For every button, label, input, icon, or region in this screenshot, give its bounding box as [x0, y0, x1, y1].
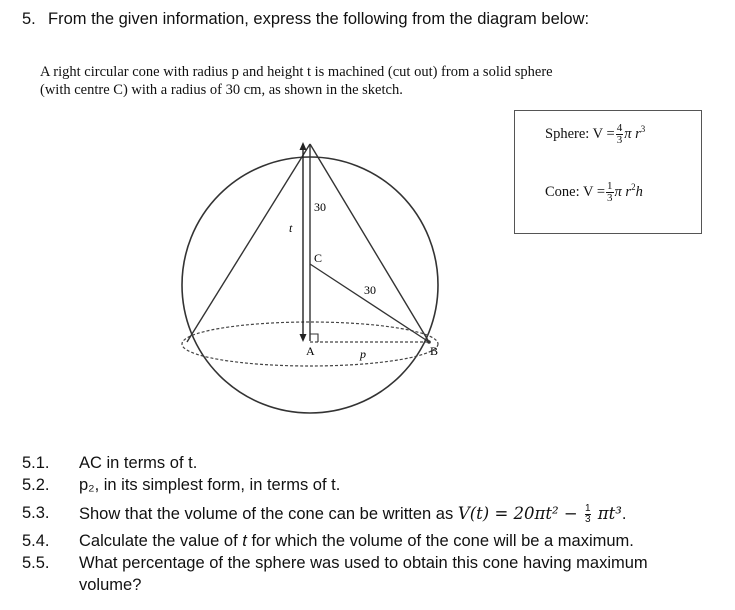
cone-fraction [606, 181, 614, 204]
label-A: A [306, 344, 315, 358]
sub-question-5-2 [22, 474, 722, 496]
t-arrow-head-bottom [300, 334, 307, 342]
t-arrow-head-top [300, 142, 307, 150]
sub-question-5-5 [22, 552, 722, 596]
sub-question-5-1 [22, 452, 722, 474]
sub-question-text [79, 552, 722, 596]
cone-lhs: V = [583, 183, 606, 200]
volume-formula-fraction [585, 504, 591, 525]
label-t: t [289, 221, 293, 235]
sphere-lhs: V = [592, 125, 615, 142]
sphere-frac-num: 4 [616, 122, 623, 134]
label-B: B [430, 344, 439, 358]
question-heading [22, 10, 589, 29]
sphere-frac-den: 3 [616, 134, 623, 146]
sub-question-number: 5.4. [22, 532, 50, 550]
cone-formula [545, 181, 643, 204]
sub-question-text-line-2: volume? [79, 576, 142, 594]
sub-question-number: 5.5. [22, 554, 50, 572]
right-angle-mark [310, 334, 318, 342]
volume-formula-part-b: πt³ [592, 504, 622, 523]
cone-tail: h [635, 183, 643, 200]
cone-label: Cone: [545, 183, 580, 200]
cone-in-sphere-diagram [170, 136, 470, 446]
sphere-formula [545, 123, 645, 146]
sphere-fraction [616, 123, 624, 146]
fraction-numerator: 1 [584, 503, 591, 515]
sphere-rhs: π r [624, 125, 641, 142]
sub-question-text [79, 530, 722, 552]
label-30-top: 30 [314, 200, 326, 214]
sub-question-text-line-1: What percentage of the sphere was used to obtain this cone having maximum [79, 554, 648, 572]
cone-frac-den: 3 [607, 192, 613, 204]
sphere-label: Sphere: [545, 125, 590, 142]
sub-question-text-before: Calculate the value of [79, 532, 243, 550]
question-number: 5. [22, 10, 36, 28]
cone-left-side [187, 144, 310, 342]
cone-rhs: π r [614, 183, 632, 200]
intro-line-2: (with centre C) with a radius of 30 cm, as shown in the sketch. [40, 82, 403, 98]
intro-line-1: A right circular cone with radius p and height t is machined (cut out) from a solid sphere [40, 64, 553, 80]
sub-question-text-after: . [621, 505, 627, 523]
sphere-exponent: 3 [640, 124, 646, 134]
sub-question-text: AC in terms of t. [79, 454, 198, 472]
variable-t: t [242, 532, 247, 550]
sub-question-text: p₂, in its simplest form, in terms of t. [79, 476, 341, 494]
sub-question-5-3 [22, 502, 722, 526]
sub-question-text-after: for which the volume of the cone will be a maximum. [246, 532, 634, 550]
sub-question-text [79, 502, 722, 526]
sub-question-number: 5.1. [22, 454, 50, 472]
label-p: p [360, 347, 366, 361]
cone-right-side [310, 144, 429, 342]
line-CB [310, 264, 429, 342]
cone-frac-num: 1 [607, 180, 613, 192]
volume-formula-part-a: V(t) = 20πt² − [457, 504, 583, 523]
sub-questions-list [22, 452, 722, 596]
cone-exponent: 2 [631, 182, 636, 192]
formula-box [514, 110, 702, 234]
label-30-slant: 30 [364, 283, 376, 297]
intro-text [40, 63, 680, 99]
question-title: From the given information, express the following from the diagram below: [48, 10, 590, 28]
sub-question-text-before: Show that the volume of the cone can be written as [79, 505, 458, 523]
sub-question-number: 5.3. [22, 504, 50, 522]
fraction-denominator: 3 [584, 514, 591, 526]
sub-question-5-4 [22, 530, 722, 552]
sub-question-number: 5.2. [22, 476, 50, 494]
label-C: C [314, 251, 323, 265]
